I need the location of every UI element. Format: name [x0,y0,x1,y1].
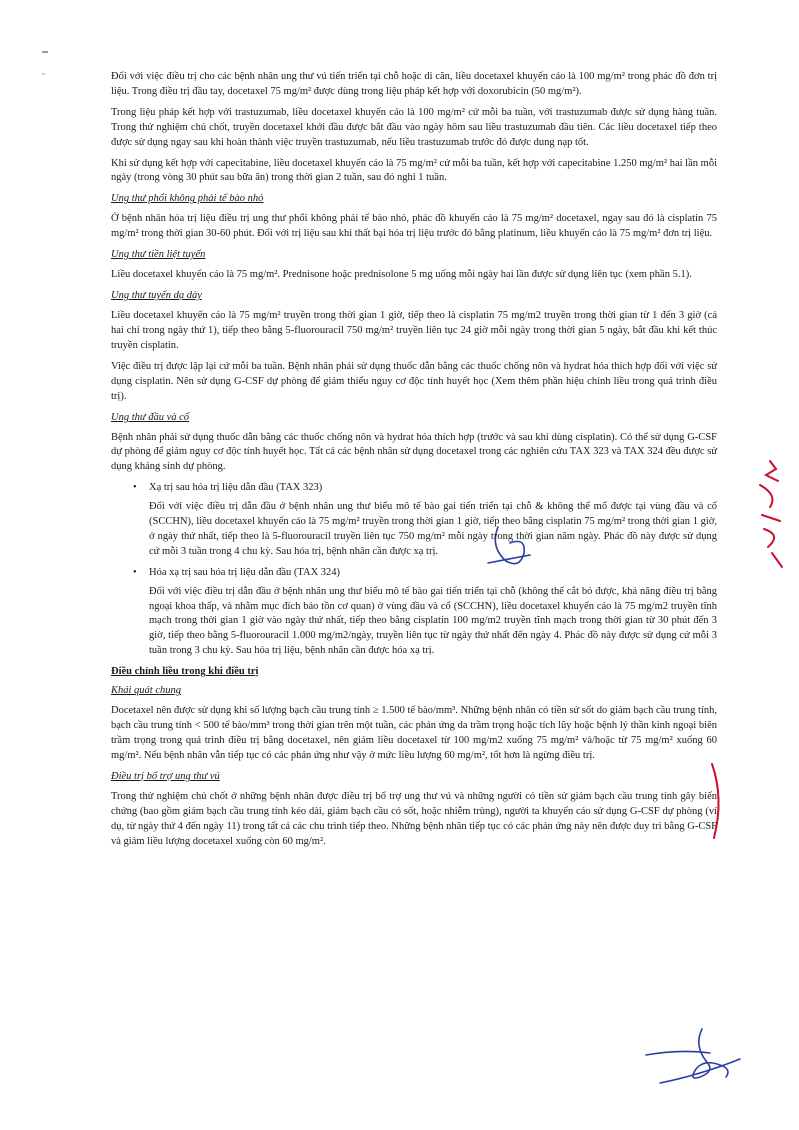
heading-dose-adjustment: Điều chỉnh liều trong khi điều trị [111,666,259,678]
paragraph-gastric-repeat: Việc điều trị được lặp lại cứ mỗi ba tuần. Bệnh nhân phải sử dụng thuốc dẫn bằng các thuốc chống nôn và hydrat hóa thích hợp đối với việc sử dụng cisplatin. Nên sử dụng G-CSF dự phòng để giảm thiểu nguy cơ độc tính huyết học (Xem thêm phần hiệu chỉnh liều trong quá trình điều trị). [111,360,717,402]
paragraph-head-neck-premed: Bệnh nhân phải sử dụng thuốc dẫn bằng các thuốc chống nôn và hydrat hóa thích hợp (trước và sau khi dùng cisplatin). Có thể sử dụng G-CSF dự phòng để giảm nguy cơ độc tính huyết học. Tất cả các bệnh nhân sử dụng docetaxel trong các nghiên cứu TAX 323 và TAX 324 đều được sử dụng kháng sinh dự phòng. [111,431,717,473]
paragraph-tax323: Đối với việc điều trị dẫn đầu ở bệnh nhân ung thư biểu mô tế bào gai tiến triển tại chỗ & không thể mổ được tại vùng đầu và cổ (SCCHN), liều docetaxel khuyến cáo là 75 mg/m² truyền trong thời gian 1 giờ, tiếp theo bằng cisplatin 75 mg/m² trong thời gian 1 giờ, ở ngày thứ nhất, tiếp theo là 5-fluorouracil truyền liên tục 750 mg/m² mỗi ngày trong thời gian năm ngày. Phác đồ này được sử dụng cứ mỗi 3 tuần trong 4 chu kỳ. Sau hóa trị, bệnh nhân cần được xạ trị. [149,501,717,557]
bullet-icon: • [133,566,137,578]
document-body [111,70,717,855]
subheading-general: Khái quát chung [111,685,181,697]
bullet-icon: • [133,482,137,494]
paragraph-capecitabine: Khi sử dụng kết hợp với capecitabine, liều docetaxel khuyến cáo là 75 mg/m² cứ mỗi ba tuần, kết hợp với capecitabine 1.250 mg/m² hai lần mỗi ngày (trong vòng 30 phút sau bữa ăn) trong thời gian 2 tuần, sau đó nghỉ 1 tuần. [111,157,717,184]
subheading-adjuvant-breast: Điều trị bổ trợ ung thư vú [111,770,220,782]
red-pen-margin-mark [752,455,788,575]
bullet-tax323-label: Xạ trị sau hóa trị liệu dẫn đầu (TAX 323) [149,482,323,494]
bullet-tax324-label: Hóa xạ trị sau hóa trị liệu dẫn đầu (TAX 324) [149,566,341,578]
paragraph-adjuvant-breast: Trong thử nghiệm chủ chốt ở những bệnh nhân được điều trị bổ trợ ung thư vú và những người có tiền sử giảm bạch cầu trung tính gây biến chứng (bao gồm giảm bạch cầu trung tính kéo dài, giảm bạch cầu có sốt, hoặc nhiễm trùng), người ta khuyến cáo sử dụng G-CSF dự phòng (ví dụ, từ ngày thứ 4 đến ngày 11) trong tất cả các chu trình tiếp theo. Những bệnh nhân tiếp tục có các phản ứng này nên được duy trì bằng G-CSF và giảm liều lượng docetaxel xuống còn 60 mg/m². [111,790,717,847]
paragraph-tax324: Đối với việc điều trị dẫn đầu ở bệnh nhân ung thư biểu mô tế bào gai tiến triển tại chỗ (không thể cắt bỏ được, khả năng điều trị bằng ngoại khoa thấp, và nhằm mục đích bảo tồn cơ quan) ở vùng đầu và cổ (SCCHN), liều docetaxel khuyến cáo là 75 mg/m2 truyền tĩnh mạch trong thời gian 1 giờ vào ngày thứ nhất, tiếp theo bằng cisplatin 100 mg/m2 truyền tĩnh mạch trong thời gian từ 30 phút đến 3 giờ, tiếp theo bằng 5-fluorouracil 1.000 mg/m2/ngày, truyền liên tục từ ngày thứ nhất đến ngày 4. Phác đồ này được sử dụng cứ mỗi 3 tuần trong 3 chu kỳ. Sau hóa trị liệu, bệnh nhân cần được hóa xạ trị. [149,585,717,657]
bullet-tax323 [111,481,717,496]
paragraph-general: Docetaxel nên được sử dụng khi số lượng bạch cầu trung tính ≥ 1.500 tế bào/mm³. Những bệnh nhân có tiền sử sốt do giảm bạch cầu trung tính, bạch cầu trung tính < 500 tế bào/mm³ trong thời gian trên một tuần, các phản ứng da trầm trọng hoặc tích lũy hoặc bệnh lý thần kinh ngoại biên trầm trọng trong quá trình điều trị bằng docetaxel, nên giảm liều docetaxel từ 100 mg/m2 xuống 75 mg/m² và/hoặc từ 75 mg/m² xuống 60 mg/m². Nếu bệnh nhân vẫn tiếp tục có các phản ứng như vậy ở mức liều lượng 60 mg/m², tốt hơn là ngừng điều trị. [111,705,717,761]
paragraph-breast-cancer-mono: Đối với việc điều trị cho các bệnh nhân ung thư vú tiến triển tại chỗ hoặc di căn, liều docetaxel khuyến cáo là 100 mg/m² trong phác đồ đơn trị liệu. Trong điều trị đầu tay, docetaxel 75 mg/m² được dùng trong liệu pháp kết hợp với doxorubicin (50 mg/m²). [111,71,717,97]
paragraph-trastuzumab: Trong liệu pháp kết hợp với trastuzumab, liều docetaxel khuyến cáo là 100 mg/m² cứ mỗi ba tuần, với trastuzumab được sử dụng hàng tuần. Trong thử nghiệm chủ chốt, truyền docetaxel khởi đầu được bắt đầu vào ngày hôm sau liều trastuzumab đầu tiên. Các liều docetaxel tiếp theo được sử dụng ngay sau khi hoàn thành việc truyền trastuzumab, nếu liều trastuzumab trước đó được dung nạp tốt. [111,106,717,148]
paragraph-prostate: Liều docetaxel khuyến cáo là 75 mg/m². Prednisone hoặc prednisolone 5 mg uống mỗi ngày hai lần được sử dụng liên tục (xem phần 5.1). [111,269,692,281]
paragraph-nsclc: Ở bệnh nhân hóa trị liệu điều trị ung thư phổi không phải tế bào nhỏ, phác đồ khuyến cáo là 75 mg/m² docetaxel, ngay sau đó là cisplatin 75 mg/m² trong thời gian 30-60 phút. Đối với trị liệu sau khi thất bại hóa trị liệu trước đó bằng platinum, liều khuyến cáo là 75 mg/m² đơn trị liệu. [111,213,717,240]
paragraph-gastric-dose: Liều docetaxel khuyến cáo là 75 mg/m² truyền trong thời gian 1 giờ, tiếp theo là cisplatin 75 mg/m2 truyền trong thời gian từ 1 đến 3 giờ (cả hai chỉ trong ngày thứ 1), tiếp theo bằng 5-fluorouracil 750 mg/m² truyền liên tục 24 giờ mỗi ngày trong thời gian 5 ngày, bắt đầu khi kết thúc truyền cisplatin. [111,310,717,351]
signature-mark [640,1015,750,1090]
scan-speck-mark [40,48,50,78]
subheading-prostate: Ung thư tiền liệt tuyến [111,249,206,261]
subheading-head-neck: Ung thư đầu và cổ [111,411,190,423]
bullet-tax324 [111,566,717,581]
subheading-gastric: Ung thư tuyến dạ dày [111,290,202,302]
subheading-nsclc: Ung thư phổi không phải tế bào nhỏ [111,193,264,205]
